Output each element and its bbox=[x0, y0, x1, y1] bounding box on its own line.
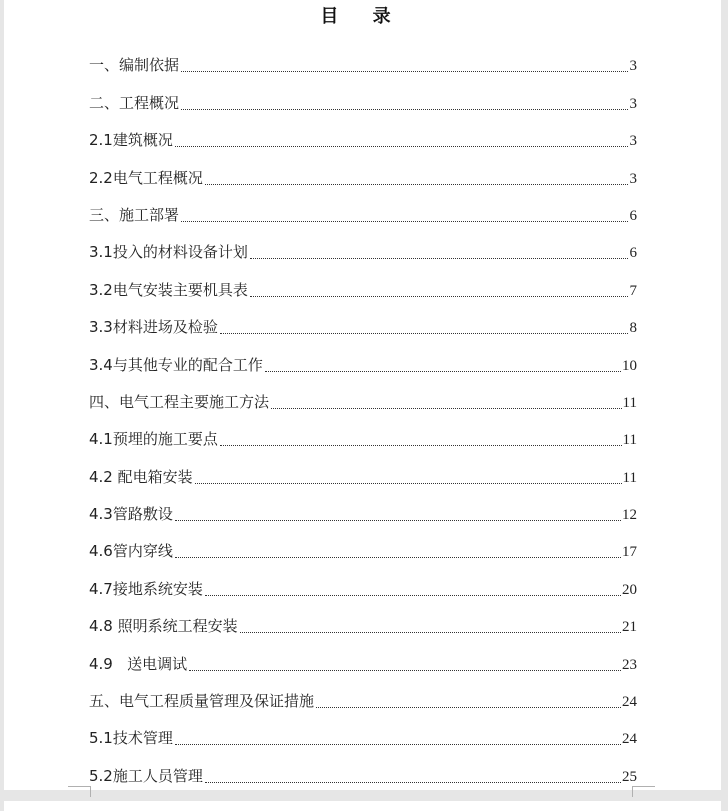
toc-entry-page: 3 bbox=[629, 95, 637, 112]
toc-entry-page: 11 bbox=[622, 394, 637, 411]
toc-entry[interactable] bbox=[89, 676, 637, 713]
toc-entry-label: 四、电气工程主要施工方法 bbox=[89, 392, 270, 411]
toc-entry[interactable] bbox=[89, 77, 637, 114]
toc-dot-leader bbox=[205, 782, 621, 783]
toc-entry-label: 4.2 配电箱安装 bbox=[89, 467, 193, 486]
toc-entry-page: 3 bbox=[629, 170, 637, 187]
next-page-edge bbox=[4, 801, 721, 811]
toc-dot-leader bbox=[175, 744, 621, 745]
toc-entry-label: 2.1建筑概况 bbox=[89, 131, 173, 150]
toc-entry-label: 3.4与其他专业的配合工作 bbox=[89, 355, 263, 374]
toc-entry-page: 10 bbox=[622, 357, 637, 374]
toc-dot-leader bbox=[175, 557, 621, 558]
toc-entry[interactable] bbox=[89, 414, 637, 451]
toc-entry-page: 3 bbox=[629, 58, 637, 75]
toc-entry[interactable] bbox=[89, 227, 637, 264]
toc-dot-leader bbox=[271, 408, 622, 409]
toc-entry-label: 4.3管路敷设 bbox=[89, 505, 173, 524]
toc-entry-page: 8 bbox=[629, 320, 637, 337]
toc-entry-label: 一、编制依据 bbox=[89, 56, 180, 75]
toc-entry[interactable] bbox=[89, 190, 637, 227]
table-of-contents bbox=[89, 40, 637, 788]
document-page bbox=[4, 0, 721, 790]
toc-entry[interactable] bbox=[89, 264, 637, 301]
toc-dot-leader bbox=[316, 707, 621, 708]
toc-entry[interactable] bbox=[89, 713, 637, 750]
toc-dot-leader bbox=[220, 333, 628, 334]
toc-dot-leader bbox=[250, 258, 628, 259]
toc-entry[interactable] bbox=[89, 152, 637, 189]
toc-entry-page: 23 bbox=[622, 656, 637, 673]
toc-entry[interactable] bbox=[89, 115, 637, 152]
toc-entry-label: 4.1预埋的施工要点 bbox=[89, 430, 218, 449]
toc-entry-label: 5.1技术管理 bbox=[89, 729, 173, 748]
toc-entry-label: 3.1投入的材料设备计划 bbox=[89, 243, 248, 262]
crop-mark-right bbox=[632, 786, 655, 797]
toc-entry-page: 24 bbox=[622, 731, 637, 748]
toc-entry-page: 21 bbox=[622, 619, 637, 636]
toc-entry-page: 11 bbox=[622, 469, 637, 486]
toc-entry-label: 3.2电气安装主要机具表 bbox=[89, 280, 248, 299]
toc-entry[interactable] bbox=[89, 601, 637, 638]
toc-entry-page: 6 bbox=[629, 207, 637, 224]
toc-entry-label: 4.9 送电调试 bbox=[89, 654, 188, 673]
toc-entry[interactable] bbox=[89, 377, 637, 414]
toc-entry[interactable] bbox=[89, 638, 637, 675]
toc-entry-page: 17 bbox=[622, 544, 637, 561]
toc-entry[interactable] bbox=[89, 563, 637, 600]
toc-entry-label: 3.3材料进场及检验 bbox=[89, 318, 218, 337]
toc-entry-page: 6 bbox=[629, 245, 637, 262]
toc-dot-leader bbox=[195, 483, 622, 484]
toc-title: 目 录 bbox=[320, 6, 405, 27]
toc-dot-leader bbox=[189, 670, 621, 671]
toc-entry-label: 4.7接地系统安装 bbox=[89, 579, 203, 598]
toc-entry-page: 7 bbox=[629, 282, 637, 299]
toc-dot-leader bbox=[220, 445, 622, 446]
toc-entry[interactable] bbox=[89, 750, 637, 787]
toc-dot-leader bbox=[181, 221, 628, 222]
crop-mark-left bbox=[68, 786, 91, 797]
toc-dot-leader bbox=[181, 109, 628, 110]
toc-entry[interactable] bbox=[89, 302, 637, 339]
toc-entry-label: 二、工程概况 bbox=[89, 93, 180, 112]
toc-dot-leader bbox=[175, 146, 628, 147]
toc-entry-page: 25 bbox=[622, 768, 637, 785]
toc-entry-page: 12 bbox=[622, 507, 637, 524]
toc-entry-page: 3 bbox=[629, 133, 637, 150]
toc-dot-leader bbox=[181, 71, 628, 72]
toc-dot-leader bbox=[265, 371, 621, 372]
toc-entry-label: 4.8 照明系统工程安装 bbox=[89, 617, 238, 636]
toc-dot-leader bbox=[205, 595, 621, 596]
window-edge bbox=[721, 0, 728, 811]
toc-dot-leader bbox=[240, 632, 621, 633]
toc-entry[interactable] bbox=[89, 451, 637, 488]
toc-entry-page: 24 bbox=[622, 694, 637, 711]
toc-entry[interactable] bbox=[89, 489, 637, 526]
toc-entry[interactable] bbox=[89, 339, 637, 376]
toc-entry-label: 2.2电气工程概况 bbox=[89, 168, 203, 187]
toc-entry-label: 5.2施工人员管理 bbox=[89, 766, 203, 785]
toc-entry[interactable] bbox=[89, 40, 637, 77]
toc-entry-page: 11 bbox=[622, 432, 637, 449]
toc-entry-label: 五、电气工程质量管理及保证措施 bbox=[89, 692, 315, 711]
toc-entry-page: 20 bbox=[622, 581, 637, 598]
toc-entry-label: 三、施工部署 bbox=[89, 205, 180, 224]
toc-dot-leader bbox=[175, 520, 621, 521]
toc-entry[interactable] bbox=[89, 526, 637, 563]
toc-entry-label: 4.6管内穿线 bbox=[89, 542, 173, 561]
toc-dot-leader bbox=[205, 184, 628, 185]
toc-dot-leader bbox=[250, 296, 628, 297]
